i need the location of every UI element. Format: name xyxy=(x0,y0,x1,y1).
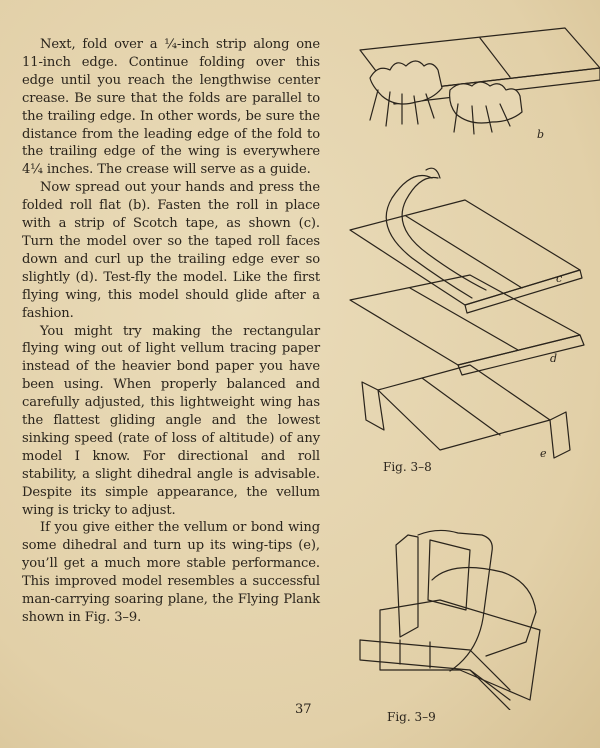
label-d: d xyxy=(550,352,558,365)
flying-plank-illustration xyxy=(360,530,540,710)
paragraph-3: You might try making the rectangular flying wing out of light vellum tracing paper instead of the heavier bond paper you have been using. When properly balanced and carefully adjusted, this lightweight wing has the flattest gliding angle and the lowest sinking speed (rate of loss of altitude) of any model I know. For directional and roll stability, a slight dihedral angle is advisable. Despite its simple appearance, the vellum wing is tricky to adjust. xyxy=(22,323,320,518)
illustrations xyxy=(340,20,600,710)
label-e: e xyxy=(540,447,547,460)
figure-3-9-caption: Fig. 3–9 xyxy=(387,710,436,724)
page-number: 37 xyxy=(295,702,312,717)
step-e-illustration xyxy=(362,365,570,458)
figure-3-8-caption: Fig. 3–8 xyxy=(383,460,432,474)
step-b-illustration xyxy=(360,28,600,134)
step-c-illustration xyxy=(350,168,582,313)
label-b: b xyxy=(537,128,545,141)
body-text xyxy=(22,36,320,627)
step-d-illustration xyxy=(350,275,584,375)
paragraph-1: Next, fold over a ¼-inch strip along one 11-inch edge. Continue folding over this edge until you reach the lengthwise center crease. Be sure that the folds are parallel to the trailing edge. In other words, be sure the distance from the leading edge of the fold to the trailing edge of the wing is everywhere 4¼ inches. The crease will serve as a guide. xyxy=(22,37,320,178)
paragraph-4: If you give either the vellum or bond wing some dihedral and turn up its wing-tips (e), you’ll get a much more stable performance. This improved model resembles a successful man-carrying soaring plane, the Flying Plank shown in Fig. 3–9. xyxy=(22,520,320,625)
paragraph-2: Now spread out your hands and press the folded roll flat (b). Fasten the roll in place with a strip of Scotch tape, as shown (c). Turn the model over so the taped roll faces down and curl up the trailing edge ever so slightly (d). Test-fly the model. Like the first flying wing, this model should glide after a fashion. xyxy=(22,180,320,321)
label-c: c xyxy=(556,272,563,285)
